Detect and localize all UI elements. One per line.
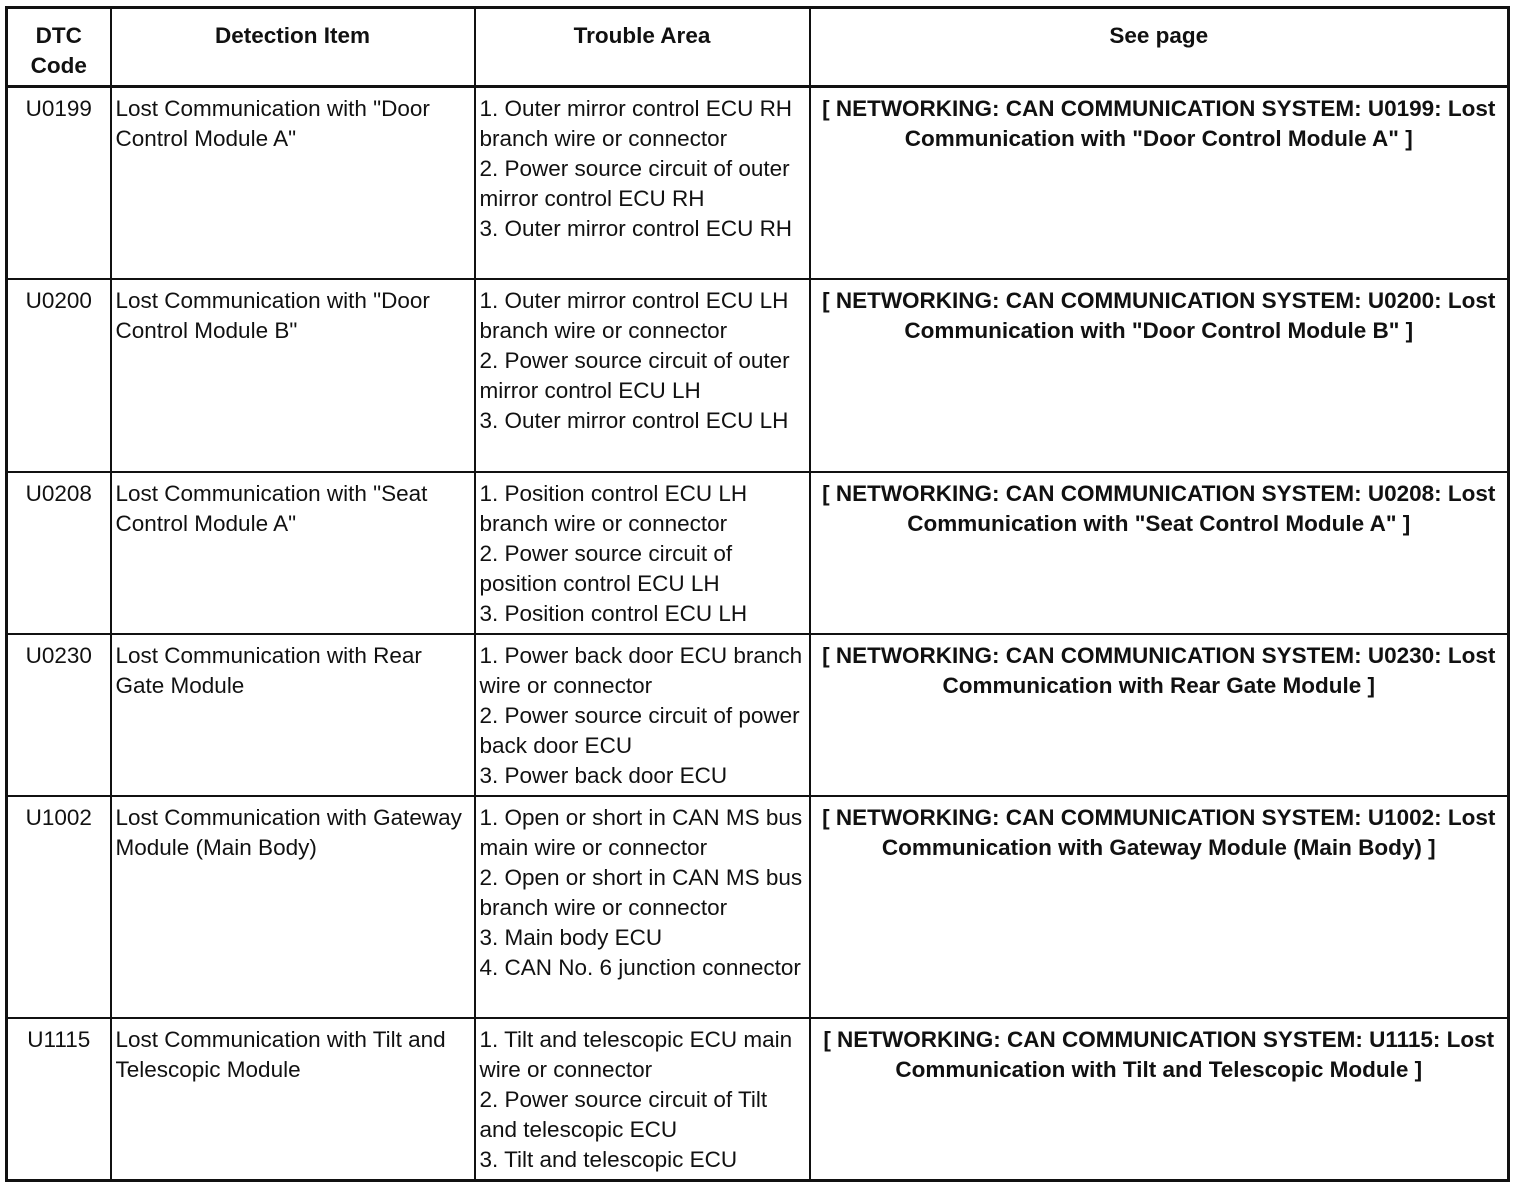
trouble-area	[475, 472, 810, 634]
trouble-area-item: 1. Power back door ECU branch wire or connector	[479, 642, 803, 698]
trouble-area-item: 1. Outer mirror control ECU LH branch wire or connector	[479, 287, 789, 343]
trouble-area-item: 3. Outer mirror control ECU LH	[479, 407, 789, 433]
table-row	[7, 87, 1509, 279]
dtc-code: U0199	[7, 87, 111, 279]
header-detection-item: Detection Item	[111, 8, 475, 87]
dtc-code: U0230	[7, 634, 111, 796]
table-row	[7, 1018, 1509, 1181]
trouble-area	[475, 1018, 810, 1181]
dtc-table	[5, 6, 1510, 1182]
see-page-link[interactable]: [ NETWORKING: CAN COMMUNICATION SYSTEM: U0199: Lost Communication with "Door Control Module A" ]	[810, 87, 1509, 279]
trouble-area-item: 2. Power source circuit of Tilt and telescopic ECU	[479, 1086, 768, 1142]
see-page-link[interactable]: [ NETWORKING: CAN COMMUNICATION SYSTEM: U0200: Lost Communication with "Door Control Module B" ]	[810, 279, 1509, 472]
trouble-area-item: 2. Power source circuit of power back door ECU	[479, 702, 800, 758]
see-page-link[interactable]: [ NETWORKING: CAN COMMUNICATION SYSTEM: U0230: Lost Communication with Rear Gate Module ]	[810, 634, 1509, 796]
trouble-area	[475, 87, 810, 279]
trouble-area-item: 3. Outer mirror control ECU RH	[479, 216, 793, 241]
trouble-area-item: 4. CAN No. 6 junction connector	[479, 954, 801, 980]
table-header-row	[7, 8, 1509, 87]
trouble-area-item: 3. Tilt and telescopic ECU	[479, 1146, 738, 1172]
trouble-area-item: 3. Power back door ECU	[479, 762, 728, 788]
trouble-area-item: 2. Power source circuit of position control ECU LH	[479, 540, 733, 596]
trouble-area-item: 1. Tilt and telescopic ECU main wire or connector	[479, 1026, 793, 1082]
table-row	[7, 472, 1509, 634]
detection-item: Lost Communication with Tilt and Telescopic Module	[111, 1018, 475, 1181]
detection-item: Lost Communication with Rear Gate Module	[111, 634, 475, 796]
header-trouble-area: Trouble Area	[475, 8, 810, 87]
detection-item: Lost Communication with "Seat Control Module A"	[111, 472, 475, 634]
see-page-link[interactable]: [ NETWORKING: CAN COMMUNICATION SYSTEM: U1115: Lost Communication with Tilt and Telescopic Module ]	[810, 1018, 1509, 1181]
trouble-area-item: 3. Position control ECU LH	[479, 600, 748, 626]
dtc-code: U0208	[7, 472, 111, 634]
trouble-area	[475, 796, 810, 1018]
trouble-area	[475, 634, 810, 796]
detection-item: Lost Communication with "Door Control Module B"	[111, 279, 475, 472]
trouble-area-item: 2. Power source circuit of outer mirror control ECU RH	[479, 156, 790, 211]
dtc-code: U0200	[7, 279, 111, 472]
trouble-area	[475, 279, 810, 472]
trouble-area-item: 3. Main body ECU	[479, 924, 663, 950]
trouble-area-item: 2. Power source circuit of outer mirror control ECU LH	[479, 347, 790, 403]
detection-item: Lost Communication with Gateway Module (Main Body)	[111, 796, 475, 1018]
see-page-link[interactable]: [ NETWORKING: CAN COMMUNICATION SYSTEM: U1002: Lost Communication with Gateway Module (Main Body) ]	[810, 796, 1509, 1018]
header-see-page: See page	[810, 8, 1509, 87]
trouble-area-item: 2. Open or short in CAN MS bus branch wire or connector	[479, 864, 803, 920]
detection-item: Lost Communication with "Door Control Module A"	[111, 87, 475, 279]
table-row	[7, 796, 1509, 1018]
trouble-area-item: 1. Outer mirror control ECU RH branch wire or connector	[479, 96, 793, 151]
dtc-code: U1115	[7, 1018, 111, 1181]
trouble-area-item: 1. Open or short in CAN MS bus main wire or connector	[479, 804, 803, 860]
table-row	[7, 634, 1509, 796]
table-row	[7, 279, 1509, 472]
dtc-code: U1002	[7, 796, 111, 1018]
trouble-area-item: 1. Position control ECU LH branch wire or connector	[479, 480, 748, 536]
header-dtc-code: DTC Code	[7, 8, 111, 87]
see-page-link[interactable]: [ NETWORKING: CAN COMMUNICATION SYSTEM: U0208: Lost Communication with "Seat Control Module A" ]	[810, 472, 1509, 634]
